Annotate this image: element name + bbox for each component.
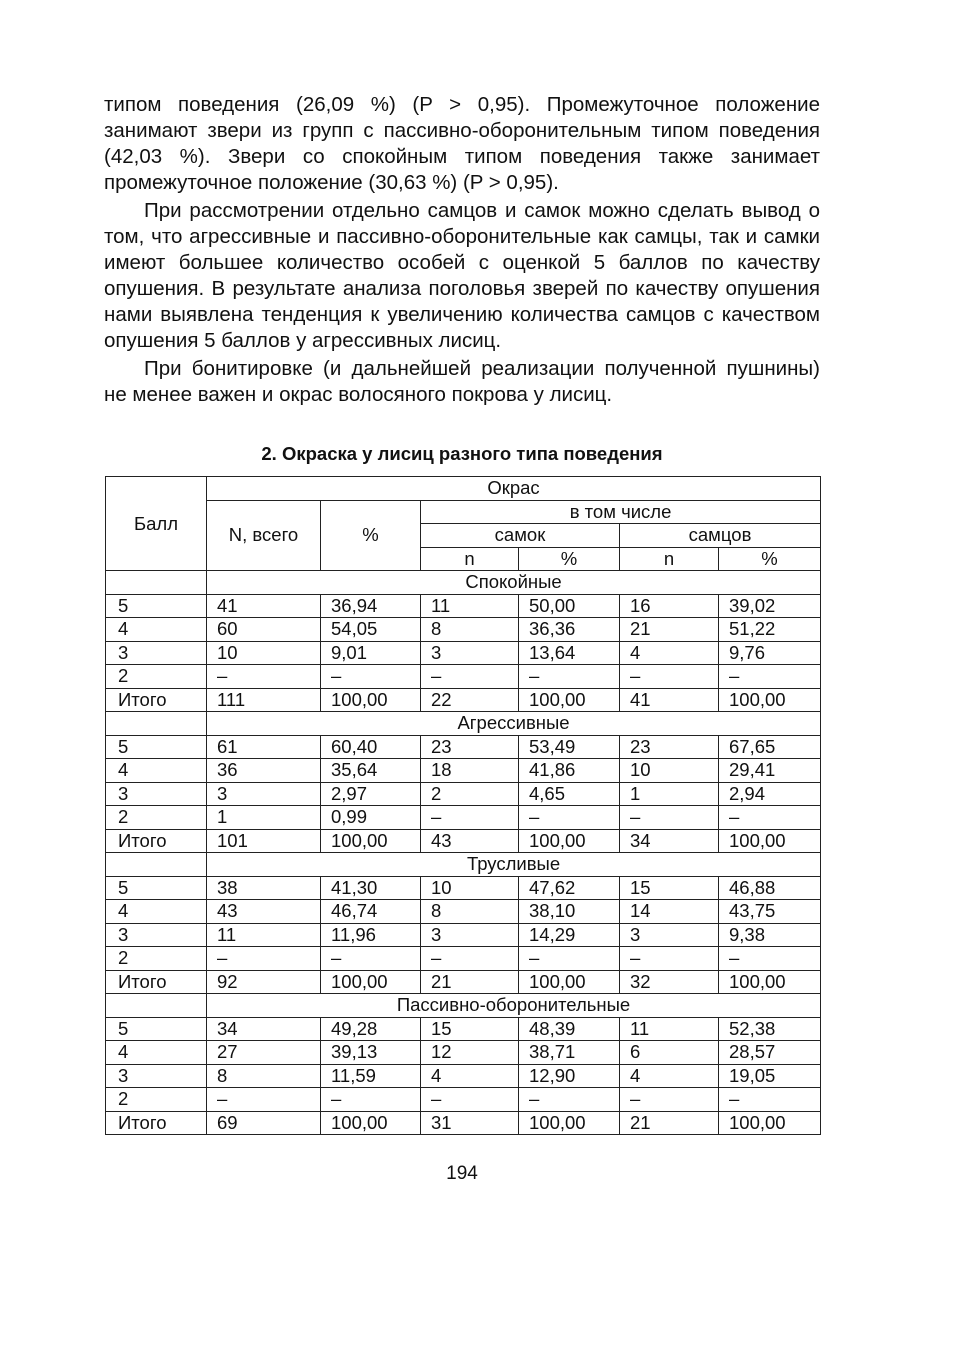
group-title: Агрессивные: [207, 712, 821, 736]
cell-males-n: –: [620, 947, 719, 971]
group-blank-cell: [106, 571, 207, 595]
header-okras: Окрас: [207, 477, 821, 501]
group-title: Трусливые: [207, 853, 821, 877]
header-males-n: n: [620, 547, 719, 571]
cell-males-pct: 51,22: [719, 618, 821, 642]
cell-percent: –: [321, 665, 421, 689]
cell-males-pct: –: [719, 806, 821, 830]
cell-males-pct: 100,00: [719, 1111, 821, 1135]
cell-percent: 49,28: [321, 1017, 421, 1041]
cell-females-n: 23: [421, 735, 519, 759]
cell-ball: 4: [106, 618, 207, 642]
cell-females-n: 4: [421, 1064, 519, 1088]
cell-males-pct: 9,38: [719, 923, 821, 947]
cell-ball: 4: [106, 900, 207, 924]
header-in-number: в том числе: [421, 500, 821, 524]
cell-males-n: 34: [620, 829, 719, 853]
cell-females-n: 22: [421, 688, 519, 712]
cell-males-n: 1: [620, 782, 719, 806]
cell-females-pct: 100,00: [519, 1111, 620, 1135]
cell-n-total: 27: [207, 1041, 321, 1065]
group-header-row: [106, 712, 821, 736]
table-row: [106, 970, 821, 994]
table-row: [106, 1088, 821, 1112]
table-caption: 2. Окраска у лисиц разного типа поведения: [261, 443, 663, 464]
cell-males-n: 41: [620, 688, 719, 712]
group-header-row: [106, 571, 821, 595]
header-females-n: n: [421, 547, 519, 571]
cell-males-pct: –: [719, 665, 821, 689]
table-header: [106, 477, 821, 571]
table-row: [106, 876, 821, 900]
cell-males-n: 32: [620, 970, 719, 994]
table-row: [106, 688, 821, 712]
page-number: 194: [446, 1163, 478, 1184]
table-body: [106, 571, 821, 1135]
cell-ball: 3: [106, 641, 207, 665]
cell-ball: Итого: [106, 688, 207, 712]
header-percent: %: [321, 500, 421, 571]
cell-n-total: 38: [207, 876, 321, 900]
table-row: [106, 1111, 821, 1135]
cell-females-n: 2: [421, 782, 519, 806]
cell-females-pct: 38,10: [519, 900, 620, 924]
cell-females-n: 11: [421, 594, 519, 618]
cell-ball: Итого: [106, 1111, 207, 1135]
cell-males-pct: 52,38: [719, 1017, 821, 1041]
cell-percent: 9,01: [321, 641, 421, 665]
cell-males-n: –: [620, 1088, 719, 1112]
group-title: Пассивно-оборонительные: [207, 994, 821, 1018]
cell-males-pct: 100,00: [719, 688, 821, 712]
group-blank-cell: [106, 994, 207, 1018]
cell-females-pct: 100,00: [519, 829, 620, 853]
cell-males-pct: 67,65: [719, 735, 821, 759]
cell-males-pct: 2,94: [719, 782, 821, 806]
table-row: [106, 806, 821, 830]
cell-ball: 3: [106, 782, 207, 806]
cell-ball: 4: [106, 1041, 207, 1065]
cell-n-total: 43: [207, 900, 321, 924]
cell-percent: 100,00: [321, 829, 421, 853]
cell-males-n: 15: [620, 876, 719, 900]
cell-n-total: 61: [207, 735, 321, 759]
cell-percent: 41,30: [321, 876, 421, 900]
cell-ball: 5: [106, 1017, 207, 1041]
cell-males-n: 11: [620, 1017, 719, 1041]
cell-ball: Итого: [106, 970, 207, 994]
cell-ball: 4: [106, 759, 207, 783]
body-text: [104, 92, 820, 410]
cell-n-total: 34: [207, 1017, 321, 1041]
cell-ball: 3: [106, 1064, 207, 1088]
table-row: [106, 618, 821, 642]
cell-males-pct: 100,00: [719, 829, 821, 853]
cell-females-pct: 36,36: [519, 618, 620, 642]
cell-percent: 11,59: [321, 1064, 421, 1088]
cell-males-n: 23: [620, 735, 719, 759]
header-males-pct: %: [719, 547, 821, 571]
cell-females-n: 8: [421, 900, 519, 924]
cell-females-pct: 12,90: [519, 1064, 620, 1088]
cell-males-n: 4: [620, 1064, 719, 1088]
cell-percent: 39,13: [321, 1041, 421, 1065]
cell-ball: 2: [106, 947, 207, 971]
cell-females-pct: 53,49: [519, 735, 620, 759]
table-row: [106, 900, 821, 924]
cell-n-total: –: [207, 665, 321, 689]
cell-males-pct: 19,05: [719, 1064, 821, 1088]
cell-ball: 5: [106, 735, 207, 759]
cell-percent: 54,05: [321, 618, 421, 642]
table-row: [106, 665, 821, 689]
cell-females-n: –: [421, 665, 519, 689]
table-row: [106, 782, 821, 806]
table-row: [106, 923, 821, 947]
cell-females-n: 10: [421, 876, 519, 900]
cell-n-total: 111: [207, 688, 321, 712]
cell-females-n: 31: [421, 1111, 519, 1135]
table-row: [106, 829, 821, 853]
cell-females-n: 3: [421, 641, 519, 665]
cell-males-pct: 100,00: [719, 970, 821, 994]
cell-n-total: 69: [207, 1111, 321, 1135]
cell-n-total: 11: [207, 923, 321, 947]
paragraph-1: типом поведения (26,09 %) (P > 0,95). Промежуточное положение занимают звери из групп с пассивно-оборонительным типом поведения (42,03 %). Звери со спокойным типом поведения также занимает промежуточное положение (30,63 %) (P > 0,95).: [104, 93, 820, 194]
group-blank-cell: [106, 853, 207, 877]
cell-males-pct: –: [719, 1088, 821, 1112]
cell-females-pct: 13,64: [519, 641, 620, 665]
cell-females-pct: –: [519, 806, 620, 830]
header-ball: Балл: [106, 477, 207, 571]
header-females: самок: [421, 524, 620, 548]
group-title: Спокойные: [207, 571, 821, 595]
cell-females-pct: 38,71: [519, 1041, 620, 1065]
cell-males-n: –: [620, 806, 719, 830]
cell-n-total: –: [207, 1088, 321, 1112]
table-row: [106, 641, 821, 665]
cell-females-n: –: [421, 947, 519, 971]
header-males: самцов: [620, 524, 821, 548]
cell-percent: 11,96: [321, 923, 421, 947]
cell-females-n: –: [421, 806, 519, 830]
cell-ball: 5: [106, 876, 207, 900]
cell-females-n: 18: [421, 759, 519, 783]
table-row: [106, 759, 821, 783]
cell-males-n: 14: [620, 900, 719, 924]
cell-percent: 100,00: [321, 970, 421, 994]
cell-percent: 60,40: [321, 735, 421, 759]
header-females-pct: %: [519, 547, 620, 571]
cell-n-total: 101: [207, 829, 321, 853]
cell-percent: –: [321, 1088, 421, 1112]
group-header-row: [106, 853, 821, 877]
cell-males-n: 16: [620, 594, 719, 618]
cell-females-pct: 47,62: [519, 876, 620, 900]
table-row: [106, 1041, 821, 1065]
cell-females-pct: –: [519, 947, 620, 971]
cell-ball: 3: [106, 923, 207, 947]
cell-females-pct: –: [519, 665, 620, 689]
cell-n-total: 41: [207, 594, 321, 618]
cell-males-n: 6: [620, 1041, 719, 1065]
cell-percent: 100,00: [321, 1111, 421, 1135]
cell-n-total: 60: [207, 618, 321, 642]
cell-females-pct: 41,86: [519, 759, 620, 783]
cell-ball: 2: [106, 1088, 207, 1112]
cell-females-n: 8: [421, 618, 519, 642]
cell-males-pct: 43,75: [719, 900, 821, 924]
cell-females-pct: 100,00: [519, 970, 620, 994]
cell-males-pct: 28,57: [719, 1041, 821, 1065]
cell-females-n: 12: [421, 1041, 519, 1065]
group-blank-cell: [106, 712, 207, 736]
cell-females-pct: 100,00: [519, 688, 620, 712]
cell-percent: 100,00: [321, 688, 421, 712]
cell-males-n: –: [620, 665, 719, 689]
cell-males-pct: 46,88: [719, 876, 821, 900]
table-row: [106, 947, 821, 971]
cell-females-pct: 48,39: [519, 1017, 620, 1041]
cell-percent: 35,64: [321, 759, 421, 783]
cell-percent: 36,94: [321, 594, 421, 618]
cell-percent: 2,97: [321, 782, 421, 806]
cell-females-pct: –: [519, 1088, 620, 1112]
cell-females-pct: 14,29: [519, 923, 620, 947]
cell-percent: 0,99: [321, 806, 421, 830]
table-row: [106, 1017, 821, 1041]
group-header-row: [106, 994, 821, 1018]
coloration-table: [105, 476, 821, 1135]
cell-n-total: 10: [207, 641, 321, 665]
cell-ball: Итого: [106, 829, 207, 853]
cell-females-n: 21: [421, 970, 519, 994]
cell-n-total: 3: [207, 782, 321, 806]
cell-females-pct: 4,65: [519, 782, 620, 806]
cell-ball: 5: [106, 594, 207, 618]
cell-percent: –: [321, 947, 421, 971]
cell-males-pct: 29,41: [719, 759, 821, 783]
cell-males-n: 10: [620, 759, 719, 783]
cell-n-total: –: [207, 947, 321, 971]
cell-ball: 2: [106, 806, 207, 830]
cell-percent: 46,74: [321, 900, 421, 924]
cell-females-pct: 50,00: [519, 594, 620, 618]
table-row: [106, 735, 821, 759]
cell-n-total: 92: [207, 970, 321, 994]
cell-males-pct: –: [719, 947, 821, 971]
cell-males-n: 4: [620, 641, 719, 665]
header-n-total: N, всего: [207, 500, 321, 571]
paragraph-3: При бонитировке (и дальнейшей реализации полученной пушнины) не менее важен и окрас волосяного покрова у лисиц.: [104, 357, 820, 406]
cell-males-n: 3: [620, 923, 719, 947]
table-row: [106, 1064, 821, 1088]
cell-females-n: 3: [421, 923, 519, 947]
cell-males-pct: 9,76: [719, 641, 821, 665]
cell-females-n: –: [421, 1088, 519, 1112]
paragraph-2: При рассмотрении отдельно самцов и самок можно сделать вывод о том, что агрессивные и пассивно-оборонительные как самцы, так и самки имеют большее количество особей с оценкой 5 баллов по качеству опушения. В результате анализа поголовья зверей по качеству опушения нами выявлена тенденция к увеличению количества самцов с качеством опушения 5 баллов у агрессивных лисиц.: [104, 199, 820, 352]
table-row: [106, 594, 821, 618]
cell-n-total: 8: [207, 1064, 321, 1088]
cell-males-n: 21: [620, 618, 719, 642]
cell-males-pct: 39,02: [719, 594, 821, 618]
cell-n-total: 1: [207, 806, 321, 830]
cell-females-n: 15: [421, 1017, 519, 1041]
cell-ball: 2: [106, 665, 207, 689]
cell-n-total: 36: [207, 759, 321, 783]
cell-males-n: 21: [620, 1111, 719, 1135]
cell-females-n: 43: [421, 829, 519, 853]
